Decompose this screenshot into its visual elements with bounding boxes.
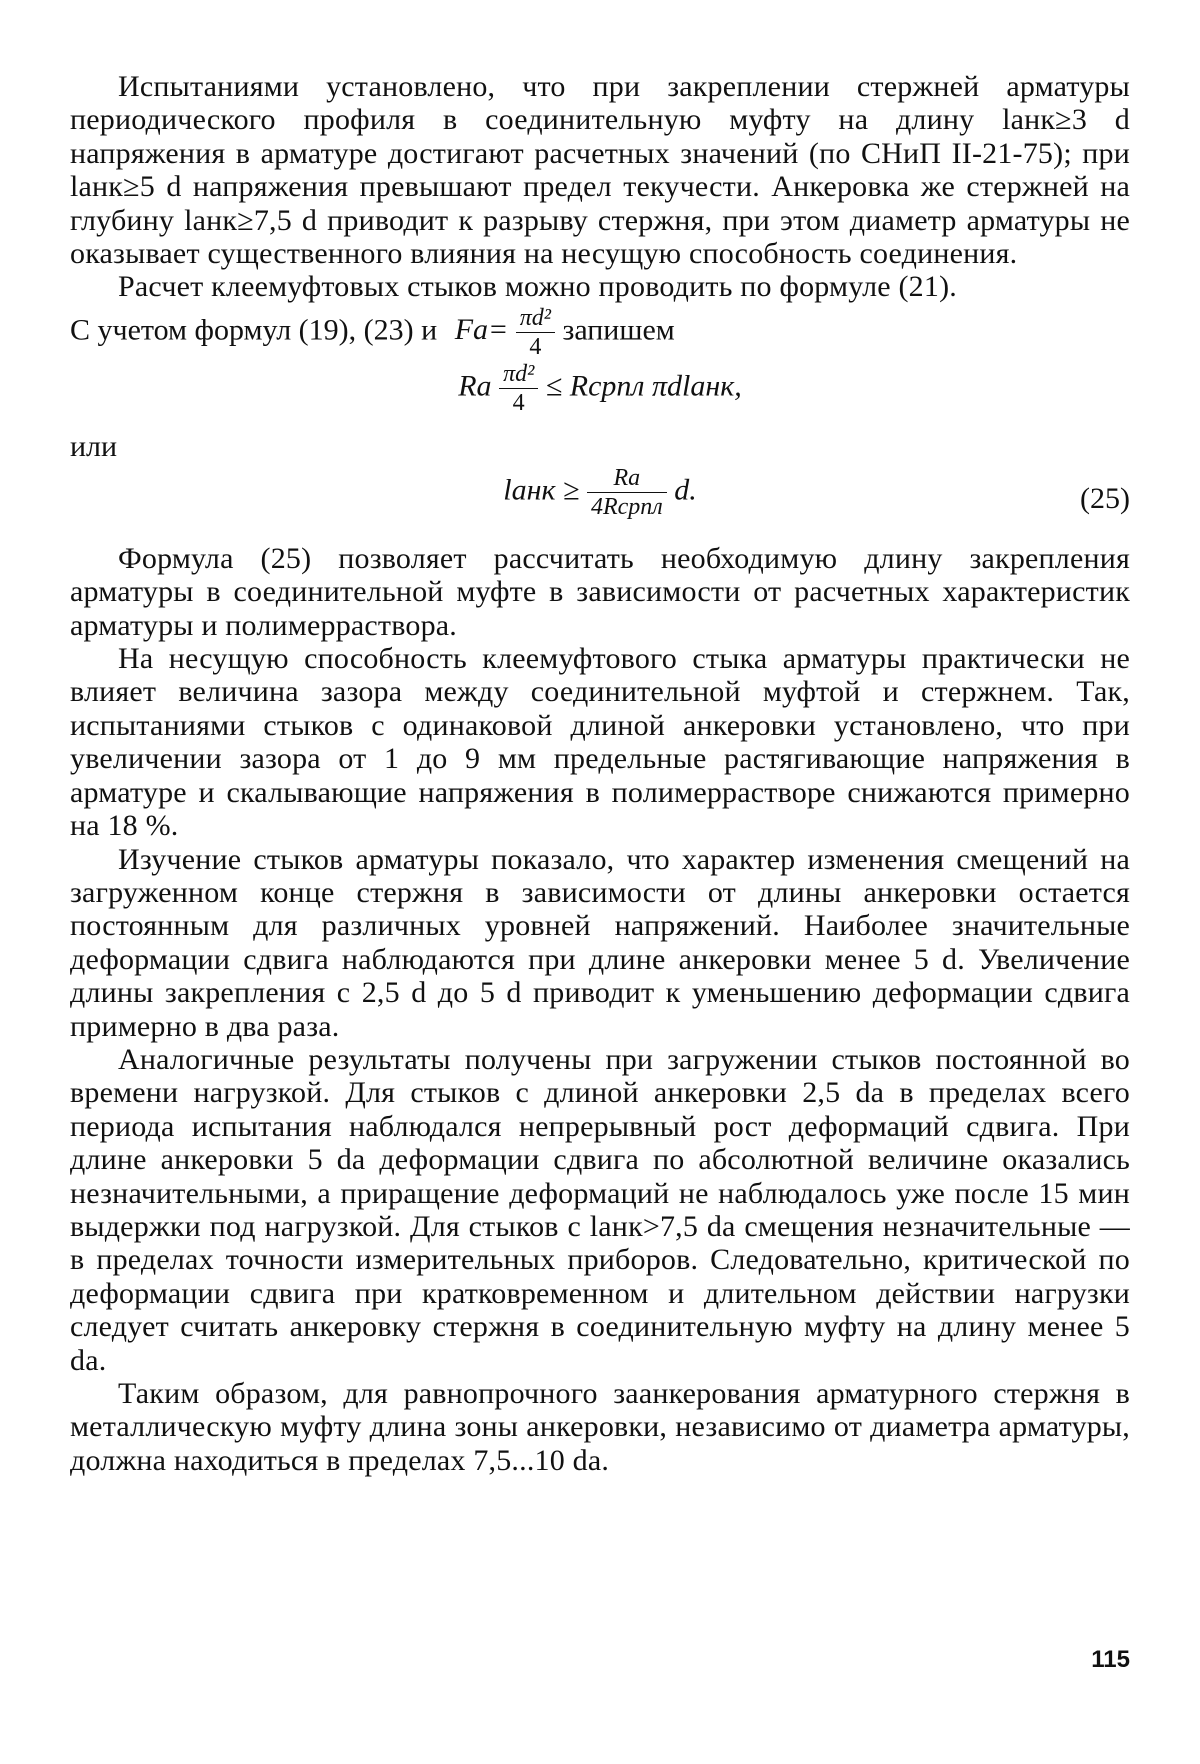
formula-1-left: Rа (458, 369, 492, 403)
paragraph-7: Аналогичные результаты получены при загружении стыков постоянной во времени нагрузкой. Для стыков с длиной анкеровки 2,5 dа в пределах всего периода испытания наблюдался непрерывный рост деформаций сдвига. При длине анкеровки 5 dа деформации сдвига по абсолютной величине оказались незначительными, а приращение деформаций не наблюдалось уже после 15 мин выдержки под нагрузкой. Для стыков с lанк>7,5 dа смещения незначительные — в пределах точности измерительных приборов. Следовательно, критической по деформации сдвига при кратковременном и длительном действии нагрузки следует считать анкеровку стержня в соединительную муфту на длину менее 5 dа. (70, 1042, 1130, 1377)
fa-fraction (516, 304, 555, 361)
formula-1-numerator: πd² (499, 360, 538, 389)
paragraph-1: Испытаниями установлено, что при закреплении стержней арматуры периодического профиля в соединительную муфту на длину lанк≥3 d напряжения в арматуре достигают расчетных значений (по СНиП II-21-75); при lанк≥5 d напряжения превышают предел текучести. Анкеровка же стержней на глубину lанк≥7,5 d приводит к разрыву стержня, при этом диаметр арматуры не оказывает существенного влияния на несущую способность соединения. (70, 70, 1130, 271)
formula-1-fraction (499, 360, 538, 417)
paragraph-3-prefix: С учетом формул (19), (23) и (70, 313, 438, 347)
paragraph-2: Расчет клеемуфтовых стыков можно проводить по формуле (21). (118, 270, 957, 304)
paragraph-5: На несущую способность клеемуфтового стыка арматуры практически не влияет величина зазора между соединительной муфтой и стержнем. Так, испытаниями стыков с одинаковой длиной анкеровки установлено, что при увеличении зазора от 1 до 9 мм предельные растягивающие напряжения в арматуре и скалывающие напряжения в полимеррастворе снижаются примерно на 18 %. (70, 642, 1130, 843)
or-word: или (70, 429, 118, 463)
paragraph-3-suffix: запишем (562, 313, 675, 347)
formula-25-right: d. (674, 473, 697, 507)
formula-1-right: ≤ Rсрпл πdlанк, (545, 369, 742, 403)
formula-25-left: lанк ≥ (503, 473, 580, 507)
fa-denominator: 4 (529, 333, 542, 360)
paragraph-6: Изучение стыков арматуры показало, что характер изменения смещений на загруженном конце стержня в зависимости от длины анкеровки остается постоянным для различных уровней напряжений. Наиболее значительные деформации сдвига наблюдаются при длине анкеровки менее 5 d. Увеличение длины закрепления с 2,5 d до 5 d приводит к уменьшению деформации сдвига примерно в два раза. (70, 842, 1130, 1043)
formula-25-fraction (587, 464, 667, 521)
formula-25-denominator: 4Rсрпл (590, 493, 663, 520)
formula-1 (70, 360, 1130, 430)
inline-formula-fa (70, 304, 1130, 360)
formula-1-denominator: 4 (512, 389, 525, 416)
page-content (70, 70, 1130, 1477)
formula-25-numerator: Rа (587, 464, 667, 493)
formula-25 (70, 464, 1130, 542)
fa-numerator: πd² (516, 304, 555, 333)
page-number: 115 (1091, 1646, 1130, 1673)
fa-label: Fa= (454, 313, 509, 347)
paragraph-8: Таким образом, для равнопрочного заанкерования арматурного стержня в металлическую муфту длина зоны анкеровки, независимо от диаметра арматуры, должна находиться в пределах 7,5...10 dа. (70, 1377, 1130, 1477)
equation-number: (25) (1080, 481, 1130, 515)
paragraph-4: Формула (25) позволяет рассчитать необходимую длину закрепления арматуры в соединительной муфте в зависимости от расчетных характеристик арматуры и полимерраствора. (70, 541, 1130, 642)
